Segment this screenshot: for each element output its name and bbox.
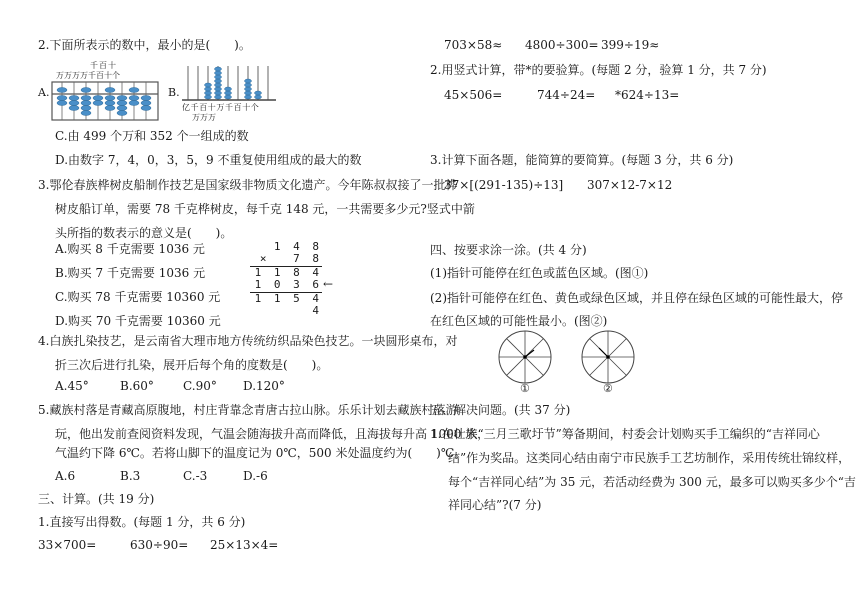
q2-option-c: C.由 499 个万和 352 个一组成的数 (55, 129, 249, 143)
q4-option-d: D.120° (243, 379, 285, 393)
vm-row-4: 1 0 3 6 (254, 278, 322, 291)
section5-q1-line4: 祥同心结”?(7 分) (448, 498, 542, 512)
vertical-calc-3: *624÷13= (615, 88, 680, 102)
q5-option-b: B.3 (120, 469, 141, 483)
spinner-figure-1 (496, 328, 554, 386)
vm-row-5: 1 1 5 4 4 (250, 292, 322, 305)
q3-option-c: C.购买 78 千克需要 10360 元 (55, 290, 221, 304)
section3-q1: 1.直接写出得数。(每题 1 分，共 6 分) (38, 515, 246, 529)
simplify-item-2: 307×12-7×12 (587, 178, 673, 192)
q2-stem: 2.下面所表示的数中，最小的是( )。 (38, 38, 251, 52)
calc-item-6: 399÷19≈ (601, 38, 660, 52)
calc-item-3: 25×13×4= (210, 538, 279, 552)
abacus-a-figure (50, 60, 162, 122)
vm-row-3: 1 1 8 4 (250, 266, 322, 279)
section4-part1: (1)指针可能停在红色或蓝色区域。(图①) (430, 266, 649, 280)
q3-option-d: D.购买 70 千克需要 10360 元 (55, 314, 221, 328)
q3-line2: 树皮船订单，需要 78 千克桦树皮，每千克 148 元，一共需要多少元?竖式中箭 (55, 202, 475, 216)
q4-option-c: C.90° (183, 379, 217, 393)
q4-option-b: B.60° (120, 379, 154, 393)
spinner-figure-2 (579, 328, 637, 386)
q3-option-a: A.购买 8 千克需要 1036 元 (55, 242, 205, 256)
abacus-a-top-row: 万万万万千百十个 (56, 71, 120, 80)
abacus-b-bottom-row1: 亿千百十万千百十个 (182, 103, 260, 112)
q5-line3: 气温约下降 6℃。若将山脚下的温度记为 0℃，500 米处温度约为( )℃。 (55, 446, 467, 460)
section3-q2: 2.用竖式计算，带*的要验算。(每题 2 分，验算 1 分，共 7 分) (430, 63, 767, 77)
abacus-b-figure (180, 60, 280, 122)
calc-item-5: 4800÷300= (525, 38, 599, 52)
arrow-pointer-icon: ← (323, 277, 334, 291)
vertical-calc-2: 744÷24= (537, 88, 596, 102)
q4-line1: 4.白族扎染技艺，是云南省大理市地方传统纺织品染色技艺。一块圆形桌布，对 (38, 334, 458, 348)
q3-line1: 3.鄂伦春族桦树皮船制作技艺是国家级非物质文化遗产。今年陈叔叔接了一批桦 (38, 178, 458, 192)
q5-option-d: D.-6 (243, 469, 268, 483)
abacus-b-bottom-row2: 万万万 (192, 113, 216, 122)
vertical-multiplication (250, 240, 322, 317)
calc-item-2: 630÷90= (130, 538, 189, 552)
simplify-item-1: 37×[(291-135)÷13] (444, 178, 564, 192)
calc-item-4: 703×58≈ (444, 38, 503, 52)
vm-row-2: × 7 8 (259, 252, 322, 265)
figure-2-label: ② (603, 382, 613, 395)
option-b-label: B. (168, 86, 180, 99)
q4-option-a: A.45° (55, 379, 89, 393)
section5-q1-line2: 结”作为奖品。这类同心结由南宁市民族手工艺坊制作，采用传统壮锦纹样， (448, 451, 851, 465)
q5-option-c: C.-3 (183, 469, 208, 483)
option-a-label: A. (38, 86, 50, 99)
q4-line2: 折三次后进行扎染，展开后每个角的度数是( )。 (55, 358, 329, 372)
calc-item-1: 33×700= (38, 538, 97, 552)
abacus-a-top-chars: 千百十 (90, 61, 117, 70)
section4-part2-line1: (2)指针可能停在红色、黄色或绿色区域，并且停在绿色区域的可能性最大，停 (430, 291, 844, 305)
q5-line1: 5.藏族村落是青藏高原腹地，村庄背靠念青唐古拉山脉。乐乐计划去藏族村落游 (38, 403, 458, 417)
q3-option-b: B.购买 7 千克需要 1036 元 (55, 266, 206, 280)
q5-option-a: A.6 (55, 469, 76, 483)
section4-title: 四、按要求涂一涂。(共 4 分) (430, 243, 587, 257)
vertical-calc-1: 45×506= (444, 88, 503, 102)
q5-line2: 玩，他出发前查阅资料发现，气温会随海拔升高而降低，且海拔每升高 1000 米， (55, 427, 490, 441)
section4-part2-line2: 在红色区域的可能性最小。(图②) (430, 314, 608, 328)
q3-line3: 头所指的数表示的意义是( )。 (55, 226, 233, 240)
section5-title: 五、解决问题。(共 37 分) (430, 403, 571, 417)
vm-row-1: 1 4 8 (273, 240, 322, 253)
section3-q3: 3.计算下面各题，能简算的要简算。(每题 3 分，共 6 分) (430, 153, 734, 167)
section3-title: 三、计算。(共 19 分) (38, 492, 155, 506)
figure-1-label: ① (520, 382, 530, 395)
section5-q1-line3: 每个“吉祥同心结”为 35 元，若活动经费为 300 元，最多可以购买多少个“吉 (448, 475, 856, 489)
q2-option-d: D.由数字 7，4，0，3，5，9 不重复使用组成的最大的数 (55, 153, 362, 167)
section5-q1-line1: 1.在壮族“三月三歌圩节”筹备期间，村委会计划购买手工编织的“吉祥同心 (430, 427, 820, 441)
